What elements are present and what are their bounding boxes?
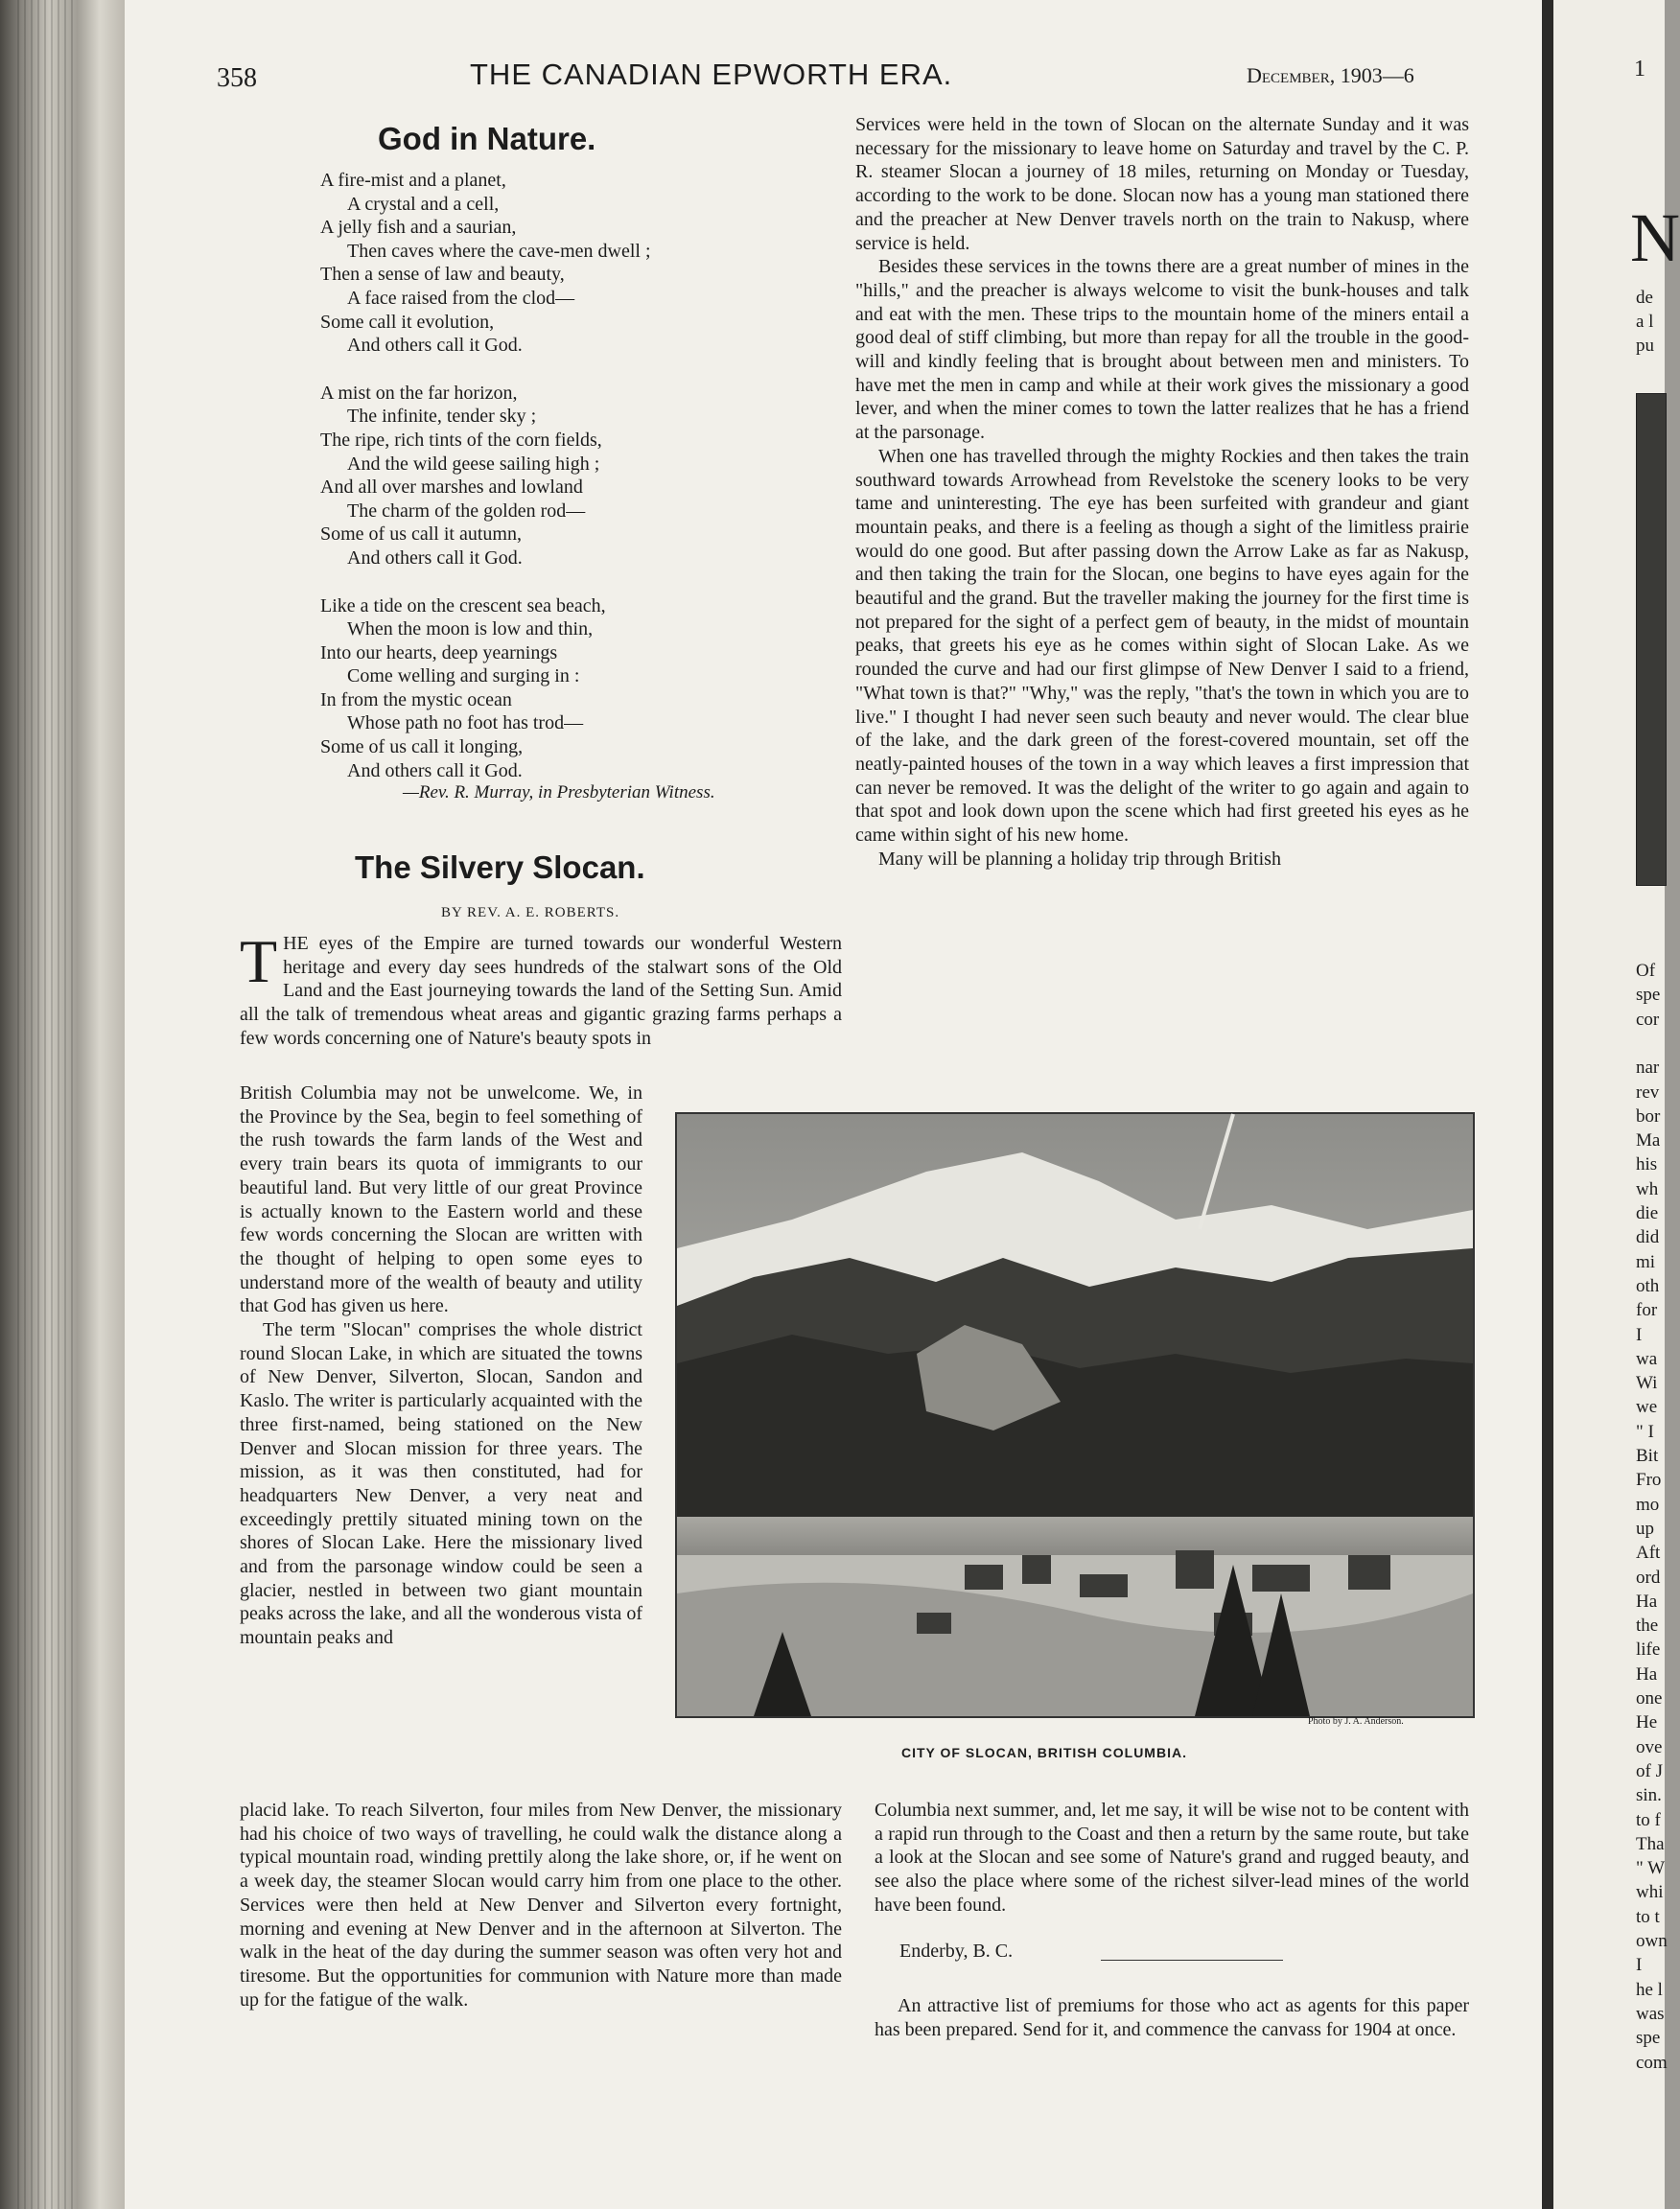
adjacent-text-fragment: " I [1636, 1421, 1654, 1442]
adjacent-text-fragment: one [1636, 1688, 1663, 1709]
adjacent-text-fragment: de [1636, 288, 1653, 308]
page-number: 358 [217, 63, 257, 93]
paragraph: The term "Slocan" comprises the whole district round Slocan Lake, in which are situated the towns of New Denver, Silverton, Slocan, Sandon and Kaslo. The writer is particularly acquainted with the three first-named, being stationed on the New Denver and Slocan mission for three years. The mission, as it was then constituted, had for headquarters New Denver, a very neat and exceedingly prettily situated mining town on the shores of Slocan Lake. Here the missionary lived and from the parsonage window could be seen a glacier, nestled in between two giant mountain peaks across the lake, and all the wonderous vista of mountain peaks and [240, 1319, 642, 1649]
poem-line: The ripe, rich tints of the corn fields, [320, 429, 602, 451]
poem-line: Then a sense of law and beauty, [320, 264, 565, 286]
article-intro-text: HE eyes of the Empire are turned towards our wonderful Western heritage and every day sees hundreds of the stalwart sons of the Old Land and the East journeying towards the land of the Setting Sun. Amid all the talk of tremendous wheat areas and gigantic grazing farms perhaps a few words concerning one of Nature's beauty spots in [240, 933, 842, 1049]
article-right-top [855, 113, 1469, 872]
adjacent-text-fragment: wa [1636, 1348, 1658, 1369]
page-gutter [1542, 0, 1553, 2209]
article-title: The Silvery Slocan. [355, 849, 645, 885]
article-intro [240, 927, 842, 1051]
paragraph: Many will be planning a holiday trip through British [878, 848, 1281, 870]
poem-line: A mist on the far horizon, [320, 382, 518, 404]
poem-line: A face raised from the clod— [347, 287, 575, 309]
adjacent-text-fragment: com [1636, 2052, 1668, 2073]
article-left-bottom [240, 1799, 842, 2011]
poem-line: Into our hearts, deep yearnings [320, 641, 558, 663]
poem-line: And the wild geese sailing high ; [347, 453, 600, 475]
photo-illustration [677, 1114, 1473, 1716]
adjacent-text-fragment: mo [1636, 1494, 1660, 1515]
city-of-slocan-photo [675, 1112, 1475, 1718]
paragraph: Services were held in the town of Slocan on the alternate Sunday and it was necessary for the missionary to leave home on Saturday and travel by the C. P. R. steamer Slocan a journey of 18 miles, returning on Monday or Tuesday, according to the work to be done. Slocan now has a young man stationed there and the preacher at New Denver travels north on the train to Nakusp, where service is held. [855, 114, 1469, 254]
adjacent-page-fragment: 1 [1634, 57, 1645, 81]
adjacent-text-fragment: cor [1636, 1009, 1660, 1030]
adjacent-text-fragment: was [1636, 2003, 1665, 2024]
masthead: THE CANADIAN EPWORTH ERA. [470, 58, 953, 91]
poem-stanza [320, 382, 857, 570]
adjacent-text-fragment: whi [1636, 1882, 1664, 1903]
adjacent-text-fragment: Ha [1636, 1591, 1658, 1612]
paragraph: Columbia next summer, and, let me say, it will be wise not to be content with a rapid run through to the Coast and then a return by the same route, but take a look at the Slocan and see some of Nature's grand and rugged beauty, and see also the place where some of the richest silver-lead mines of the world have been found. [875, 1800, 1469, 1916]
adjacent-text-fragment: Ha [1636, 1663, 1658, 1685]
adjacent-heading-letter: N [1630, 199, 1680, 276]
poem-line: In from the mystic ocean [320, 688, 512, 710]
poem-line: Some of us call it longing, [320, 736, 524, 758]
adjacent-text-fragment: I [1636, 1955, 1643, 1976]
adjacent-text-fragment: the [1636, 1616, 1659, 1637]
adjacent-text-fragment: he l [1636, 1979, 1663, 2000]
adjacent-text-fragment: did [1636, 1227, 1660, 1248]
adjacent-text-fragment: a l [1636, 312, 1654, 332]
article-right-bottom [875, 1799, 1469, 1918]
poem-stanza [320, 594, 857, 783]
adjacent-text-fragment: Tha [1636, 1833, 1665, 1854]
book-spine [0, 0, 125, 2209]
poem-line: Some of us call it autumn, [320, 523, 522, 546]
poem-line: A jelly fish and a saurian, [320, 217, 517, 239]
adjacent-text-fragment: up [1636, 1518, 1654, 1539]
photo-caption: CITY OF SLOCAN, BRITISH COLUMBIA. [901, 1745, 1187, 1760]
adjacent-text-fragment: Of [1636, 961, 1656, 981]
adjacent-text-fragment: wh [1636, 1178, 1659, 1199]
adjacent-text-fragment: to t [1636, 1906, 1660, 1927]
adjacent-text-fragment: mi [1636, 1251, 1656, 1272]
adjacent-text-fragment: oth [1636, 1275, 1660, 1296]
adjacent-text-fragment: " W [1636, 1858, 1666, 1879]
poem-line: And others call it God. [347, 759, 523, 781]
poem-line: Some call it evolution, [320, 311, 495, 333]
poem-line: A fire-mist and a planet, [320, 170, 506, 191]
divider [1101, 1960, 1283, 1961]
adjacent-text-fragment: He [1636, 1712, 1658, 1733]
adjacent-text-fragment: for [1636, 1300, 1658, 1321]
adjacent-text-fragment: ord [1636, 1567, 1661, 1588]
adjacent-text-fragment: Aft [1636, 1543, 1661, 1564]
poem-attribution: —Rev. R. Murray, in Presbyterian Witness. [403, 782, 715, 802]
poem-line: When the moon is low and thin, [347, 618, 594, 640]
poem-line: A crystal and a cell, [347, 193, 500, 215]
adjacent-text-fragment: life [1636, 1639, 1661, 1661]
adjacent-text-fragment: we [1636, 1397, 1658, 1418]
adjacent-text-fragment: I [1636, 1324, 1643, 1345]
adjacent-text-fragment: his [1636, 1154, 1658, 1175]
adjacent-text-fragment: Ma [1636, 1130, 1661, 1151]
article-left-narrow [240, 1081, 642, 1650]
paragraph: An attractive list of premiums for those who act as agents for this paper has been prepared. Send for it, and commence the canvass for 1904 at once. [875, 1995, 1469, 2040]
poem-stanza [320, 169, 857, 358]
article-byline: BY REV. A. E. ROBERTS. [441, 905, 620, 920]
premiums-notice [875, 1994, 1469, 2041]
adjacent-text-fragment: rev [1636, 1081, 1660, 1103]
adjacent-text-fragment: own [1636, 1931, 1668, 1951]
poem-line: The charm of the golden rod— [347, 500, 586, 522]
drop-cap: T [240, 927, 278, 995]
poem-line: And all over marshes and lowland [320, 477, 583, 499]
adjacent-photo [1636, 393, 1667, 886]
paragraph: British Columbia may not be unwelcome. We, in the Province by the Sea, begin to feel something of the rush towards the farm lands of the West and every train bears its quota of immigrants to our beautiful land. But very little of our great Province is actually known to the Eastern world and these few words concerning the Slocan are written with the thought of helping to open some eyes to understand more of the wealth of beauty and utility that God has given us here. [240, 1082, 642, 1317]
adjacent-text-fragment: Bit [1636, 1446, 1659, 1466]
adjacent-text-fragment: spe [1636, 2028, 1661, 2049]
poem-line: Then caves where the cave-men dwell ; [347, 240, 651, 262]
adjacent-text-fragment: nar [1636, 1058, 1660, 1079]
adjacent-text-fragment: ove [1636, 1736, 1663, 1757]
adjacent-text-fragment: bor [1636, 1105, 1661, 1127]
adjacent-text-fragment: sin. [1636, 1785, 1662, 1806]
poem-line: And others call it God. [347, 335, 523, 357]
photo-credit: Photo by J. A. Anderson. [1308, 1716, 1404, 1727]
adjacent-text-fragment: Fro [1636, 1470, 1662, 1491]
adjacent-page [1553, 0, 1680, 2209]
issue-date: December, 1903—6 [1247, 63, 1414, 87]
poem-line: Whose path no foot has trod— [347, 712, 584, 734]
paragraph: When one has travelled through the mighty Rockies and then takes the train southward towards Arrowhead from Revelstoke the scenery looks to be very tame and uninteresting. The eye has been surfeited with grandeur and giant mountain peaks, and there is a feeling as though a sight of the limitless prairie would do one good. But after passing down the Arrow Lake as far as Nakusp, and then taking the train for the Slocan, one begins to have eyes again for the beautiful and the grand. But the traveller making the journey for the first time is not prepared for the sight of a perfect gem of beauty, in the midst of mountain peaks, that greets his eye as he comes within sight of Slocan Lake. As we rounded the curve and had our first glimpse of New Denver I said to a friend, "What town is that?" "Why," was the reply, "that's the town in which you are to live." I thought I had never seen such beauty and never would. The clear blue of the lake, and the dark green of the forest-covered mountain, set off the neatly-painted houses of the town in a way which leaves a first impression that can never be removed. It was the delight of the writer to go again and again to that spot and look down upon the scene which had first greeted his eyes as he came within sight of his new home. [855, 445, 1469, 847]
adjacent-text-fragment: spe [1636, 985, 1661, 1006]
adjacent-text-fragment: of J [1636, 1760, 1663, 1781]
poem-title: God in Nature. [378, 121, 596, 156]
poem-line: Come welling and surging in : [347, 665, 580, 687]
poem-line: The infinite, tender sky ; [347, 406, 537, 428]
poem-line: And others call it God. [347, 546, 523, 569]
poem-line: Like a tide on the crescent sea beach, [320, 594, 606, 616]
adjacent-text-fragment: Wi [1636, 1373, 1658, 1394]
adjacent-text-fragment: die [1636, 1203, 1659, 1223]
paragraph: Besides these services in the towns there are a great number of mines in the "hills," and the preacher is always welcome to visit the bunk-houses and talk and eat with the men. These trips to the mountain home of the miners entail a good deal of stiff climbing, but more than repay for all the trouble in the good-will and kindly feeling that is brought about between men and ministers. To have met the men in camp and while at their work gives the missionary a good lever, and when the miner comes to town the latter realizes that he has a friend at the parsonage. [855, 256, 1469, 444]
adjacent-text-fragment: pu [1636, 336, 1654, 356]
article-signature: Enderby, B. C. [899, 1941, 1014, 1962]
poem-body [320, 169, 857, 806]
adjacent-text-fragment: to f [1636, 1809, 1661, 1830]
paragraph: placid lake. To reach Silverton, four miles from New Denver, the missionary had his choice of two ways of travelling, he could walk the distance along a typical mountain road, winding prettily along the lake shore, or, if he went on a week day, the steamer Slocan would carry him from one place to the other. Services were then held at New Denver and Silverton every fortnight, morning and evening at New Denver and in the afternoon at Silverton. The walk in the heat of the day during the summer season was often very hot and tiresome. But the opportunities for communion with Nature more than made up for the fatigue of the walk. [240, 1800, 842, 2011]
